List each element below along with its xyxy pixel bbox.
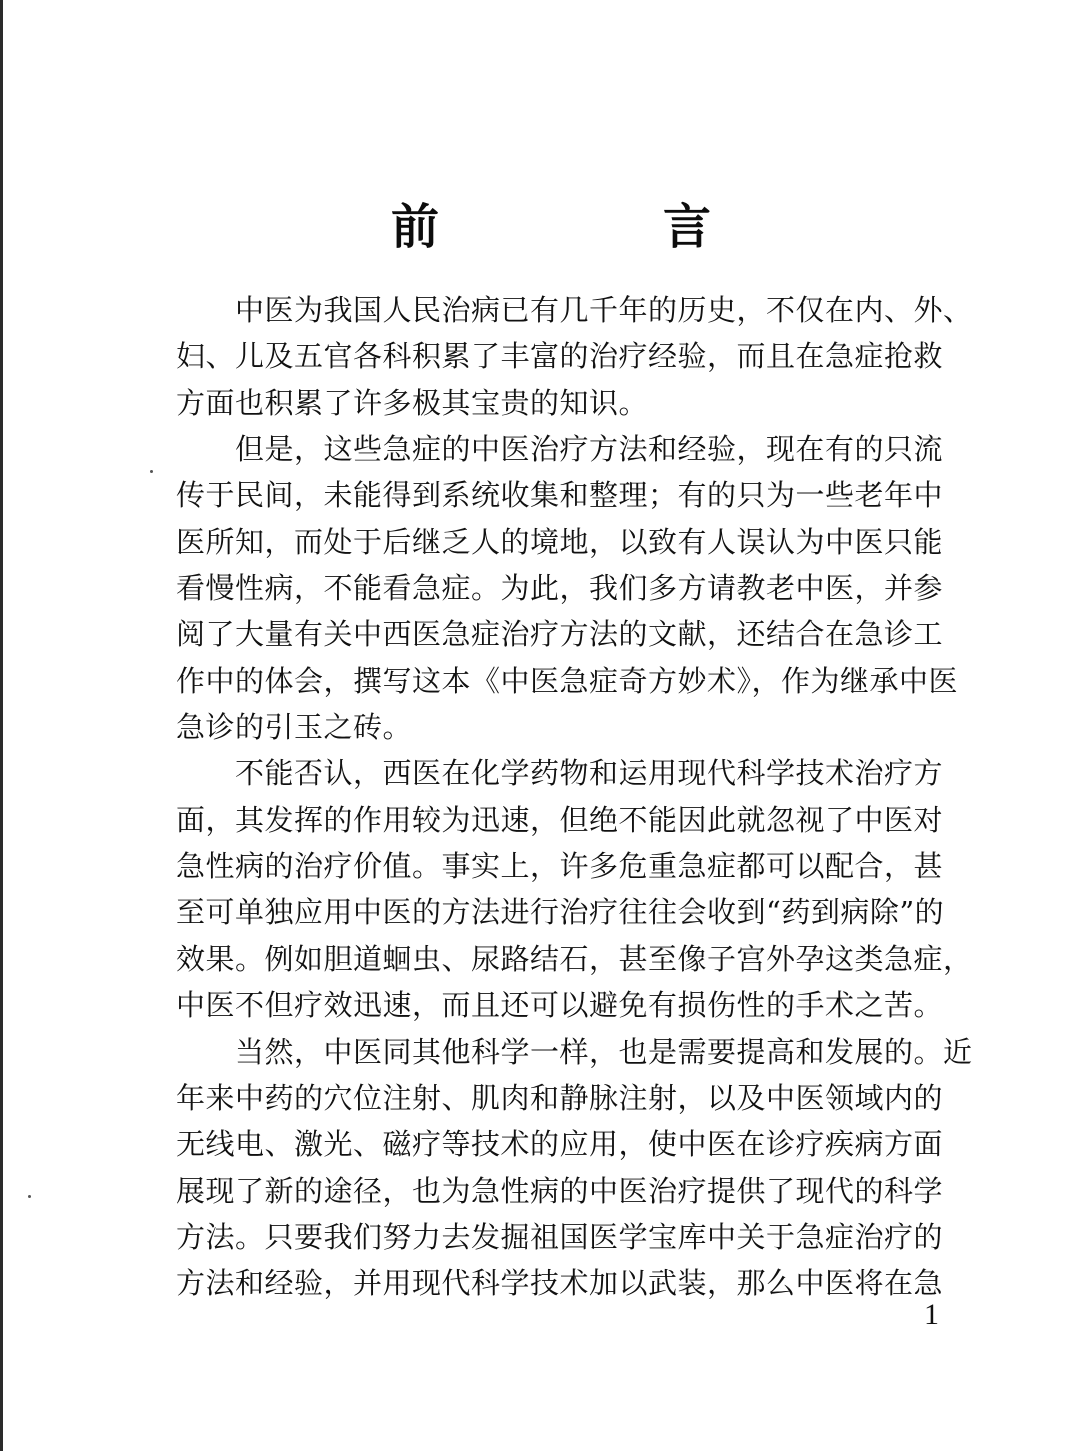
scan-speck [28, 1195, 31, 1198]
paragraph-3: 不能否认，西医在化学药物和运用现代科学技术治疗方 面，其发挥的作用较为迅速，但绝不能因此就忽视了中医对 急性病的治疗价值。事实上，许多危重急症都可以配合，甚 至可单独应用中医的方法进行治疗往往会收到“药到病除”的 效果。例如胆道蛔虫、尿路结石，甚至像子宫外孕这类急症， 中医不但疗效迅速，而且还可以避免有损伤性的手术之苦。 [176, 756, 973, 1023]
scan-speck [150, 470, 153, 473]
page-number: 1 [924, 1298, 939, 1331]
paragraph-1: 中医为我国人民治病已有几千年的历史，不仅在内、外、 妇、儿及五官各科积累了丰富的治疗经验，而且在急症抢救 方面也积累了许多极其宝贵的知识。 [176, 293, 973, 420]
paragraph-4: 当然，中医同其他科学一样，也是需要提高和发展的。近 年来中药的穴位注射、肌肉和静脉注射，以及中医领域内的 无线电、激光、磁疗等技术的应用，使中医在诊疗疾病方面 展现了新的途径，也为急性病的中医治疗提供了现代的科学 方法。只要我们努力去发掘祖国医学宝库中关于急症治疗的 方法和经验，并用现代科学技术加以武装，那么中医将在急 [176, 1034, 973, 1301]
paragraph-2: 但是，这些急症的中医治疗方法和经验，现在有的只流 传于民间，未能得到系统收集和整理；有的只为一些老年中 医所知，而处于后继乏人的境地，以致有人误认为中医只能 看慢性病，不能看急症。为此，我们多方请教老中医，并参 阅了大量有关中西医急症治疗方法的文献，还结合在急诊工 作中的体会，撰写这本《中医急症奇方妙术》，作为继承中医 急诊的引玉之砖。 [176, 432, 959, 745]
page-title: 前 言 [390, 199, 799, 256]
body-text [176, 287, 976, 1307]
